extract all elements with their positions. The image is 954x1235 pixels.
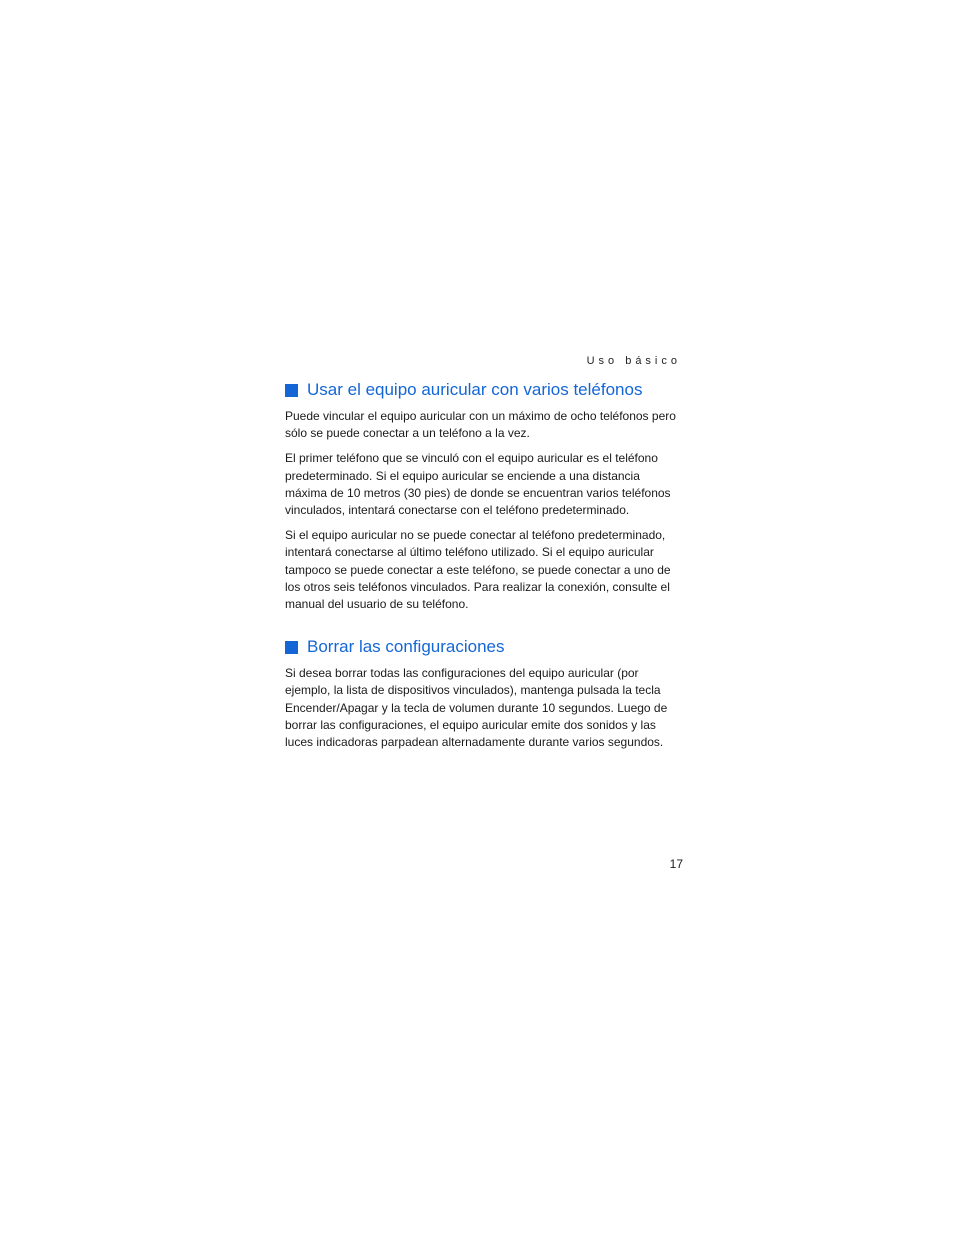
section-heading-reset-settings [285, 635, 685, 659]
paragraph: Si el equipo auricular no se puede conectar al teléfono predeterminado, intentará conectarse al último teléfono utilizado. Si el equipo auricular tampoco se puede conectar a este teléfono, se puede conectar a uno de los otros seis teléfonos vinculados. Para realizar la conexión, consulte el manual del usuario de su teléfono. [285, 528, 671, 612]
paragraph: Puede vincular el equipo auricular con un máximo de ocho teléfonos pero sólo se puede conectar a un teléfono a la vez. [285, 409, 676, 441]
running-header: Uso básico [586, 355, 681, 367]
square-icon [285, 641, 298, 654]
page-number: 17 [669, 857, 683, 871]
paragraph: El primer teléfono que se vinculó con el equipo auricular es el teléfono predeterminado. Si el equipo auricular se enciende a una distancia máxima de 10 metros (30 pies) de donde se encuentran varios teléfonos vinculados, intentará conectarse con el teléfono predeterminado. [285, 451, 671, 518]
paragraph: Si desea borrar todas las configuraciones del equipo auricular (por ejemplo, la lista de dispositivos vinculados), mantenga pulsada la tecla Encender/Apagar y la tecla de volumen durante 10 segundos. Luego de borrar las configuraciones, el equipo auricular emite dos sonidos y las luces indicadoras parpadean alternadamente durante varios segundos. [285, 666, 668, 750]
square-icon [285, 384, 298, 397]
section-heading-text: Usar el equipo auricular con varios teléfonos [307, 380, 643, 399]
page-content [285, 378, 685, 759]
section-heading-multiple-phones [285, 378, 685, 402]
section-heading-text: Borrar las configuraciones [307, 637, 505, 657]
